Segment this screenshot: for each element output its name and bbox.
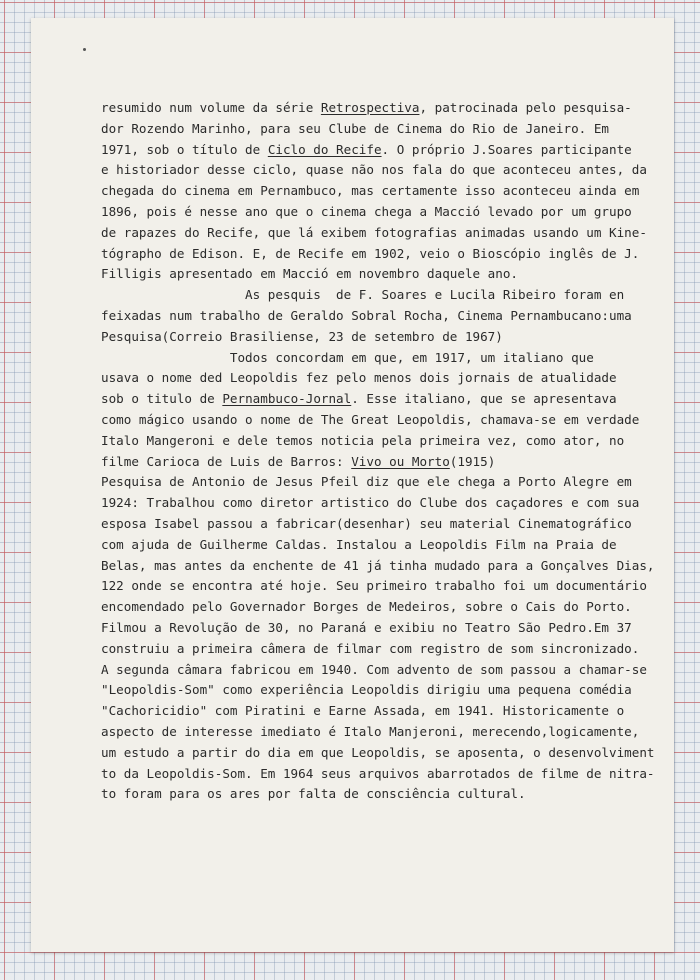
text-segment: . Esse italiano, que se apresentava bbox=[351, 391, 617, 407]
text-line bbox=[101, 327, 661, 348]
text-segment: de rapazes do Recife, que lá exibem fotografias animadas usando um Kine- bbox=[101, 224, 647, 240]
text-line bbox=[101, 181, 661, 202]
text-segment: to da Leopoldis-Som. Em 1964 seus arquivos abarrotados de filme de nitra- bbox=[101, 765, 655, 781]
text-segment: construiu a primeira câmera de filmar com registro de som sincronizado. bbox=[101, 640, 640, 656]
text-segment: encomendado pelo Governador Borges de Medeiros, sobre o Cais do Porto. bbox=[101, 599, 632, 615]
text-line bbox=[101, 597, 661, 618]
text-segment: Todos concordam em que, em 1917, um italiano que bbox=[101, 349, 594, 365]
text-segment: Filligis apresentado em Macció em novembro daquele ano. bbox=[101, 266, 519, 282]
underlined-title: Retrospectiva bbox=[320, 100, 420, 115]
text-line bbox=[101, 306, 661, 327]
text-line bbox=[101, 431, 661, 452]
text-segment: como mágico usando o nome de The Great Leopoldis, chamava-se em verdade bbox=[101, 411, 640, 427]
text-line bbox=[101, 98, 661, 119]
text-segment: resumido num volume da série bbox=[101, 100, 321, 115]
text-segment: usava o nome ded Leopoldis fez pelo menos dois jornais de atualidade bbox=[101, 370, 617, 386]
text-segment: tógrapho de Edison. E, de Recife em 1902, veio o Bioscópio inglês de J. bbox=[101, 245, 640, 261]
text-line bbox=[101, 514, 661, 535]
text-line bbox=[101, 764, 661, 785]
text-segment: As pesquis de F. Soares e Lucila Ribeiro foram en bbox=[101, 287, 625, 303]
text-line bbox=[101, 285, 661, 306]
text-segment: 122 onde se encontra até hoje. Seu primeiro trabalho foi um documentário bbox=[101, 578, 647, 594]
text-line bbox=[101, 472, 661, 493]
text-line bbox=[101, 660, 661, 681]
text-line bbox=[101, 701, 661, 722]
text-line bbox=[101, 639, 661, 660]
text-line bbox=[101, 722, 661, 743]
text-line bbox=[101, 680, 661, 701]
text-segment: "Leopoldis-Som" como experiência Leopoldis dirigiu uma pequena comédia bbox=[101, 682, 632, 698]
text-segment: Pesquisa(Correio Brasiliense, 23 de setembro de 1967) bbox=[101, 328, 503, 344]
text-segment: 1896, pois é nesse ano que o cinema chega a Macció levado por um grupo bbox=[101, 203, 632, 219]
text-segment: um estudo a partir do dia em que Leopoldis, se aposenta, o desenvolviment bbox=[101, 744, 655, 760]
paper-speck bbox=[83, 48, 86, 51]
text-line bbox=[101, 493, 661, 514]
text-segment: esposa Isabel passou a fabricar(desenhar) seu material Cinematográfico bbox=[101, 515, 632, 531]
text-segment: Filmou a Revolução de 30, no Paraná e exibiu no Teatro São Pedro.Em 37 bbox=[101, 619, 632, 635]
text-segment: dor Rozendo Marinho, para seu Clube de Cinema do Rio de Janeiro. Em bbox=[101, 120, 609, 136]
text-segment: com ajuda de Guilherme Caldas. Instalou a Leopoldis Film na Praia de bbox=[101, 536, 617, 552]
underlined-title: Ciclo do Recife bbox=[267, 141, 382, 157]
text-segment: aspecto de interesse imediato é Italo Manjeroni, merecendo,logicamente, bbox=[101, 723, 640, 739]
text-line bbox=[101, 368, 661, 389]
text-line bbox=[101, 784, 661, 805]
text-line bbox=[101, 410, 661, 431]
text-segment: e historiador desse ciclo, quase não nos fala do que aconteceu antes, da bbox=[101, 162, 647, 178]
text-segment: 1924: Trabalhou como diretor artistico do Clube dos caçadores e com sua bbox=[101, 495, 640, 511]
text-segment: , patrocinada pelo pesquisa- bbox=[419, 100, 632, 115]
text-segment: "Cachoricidio" com Piratini e Earne Assada, em 1941. Historicamente o bbox=[101, 703, 625, 719]
text-line bbox=[101, 389, 661, 410]
text-segment: filme Carioca de Luis de Barros: bbox=[101, 453, 352, 469]
text-line bbox=[101, 119, 661, 140]
typewritten-page bbox=[31, 18, 674, 952]
text-segment: feixadas num trabalho de Geraldo Sobral Rocha, Cinema Pernambucano:uma bbox=[101, 307, 632, 323]
text-line bbox=[101, 202, 661, 223]
text-segment: Pesquisa de Antonio de Jesus Pfeil diz que ele chega a Porto Alegre em bbox=[101, 474, 632, 490]
text-line bbox=[101, 452, 661, 473]
text-line bbox=[101, 264, 661, 285]
text-segment: A segunda câmara fabricou em 1940. Com advento de som passou a chamar-se bbox=[101, 661, 647, 677]
text-segment: . O próprio J.Soares participante bbox=[381, 141, 632, 157]
text-line bbox=[101, 348, 661, 369]
text-segment: Belas, mas antes da enchente de 41 já tinha mudado para a Gonçalves Dias, bbox=[101, 557, 655, 573]
text-line bbox=[101, 618, 661, 639]
text-segment: Italo Mangeroni e dele temos noticia pela primeira vez, como ator, no bbox=[101, 432, 625, 448]
text-line bbox=[101, 535, 661, 556]
text-line bbox=[101, 140, 661, 161]
text-line bbox=[101, 244, 661, 265]
text-line bbox=[101, 223, 661, 244]
text-line bbox=[101, 160, 661, 181]
underlined-title: Vivo ou Morto bbox=[351, 453, 450, 469]
text-segment: to foram para os ares por falta de consciência cultural. bbox=[101, 786, 526, 802]
text-segment: (1915) bbox=[449, 453, 496, 469]
text-segment: chegada do cinema em Pernambuco, mas certamente isso aconteceu ainda em bbox=[101, 183, 640, 199]
text-segment: sob o titulo de bbox=[101, 391, 223, 407]
text-line bbox=[101, 556, 661, 577]
underlined-title: Pernambuco-Jornal bbox=[222, 391, 352, 407]
page-body-text bbox=[101, 98, 661, 805]
text-line bbox=[101, 576, 661, 597]
text-segment: 1971, sob o título de bbox=[101, 141, 268, 157]
text-line bbox=[101, 743, 661, 764]
